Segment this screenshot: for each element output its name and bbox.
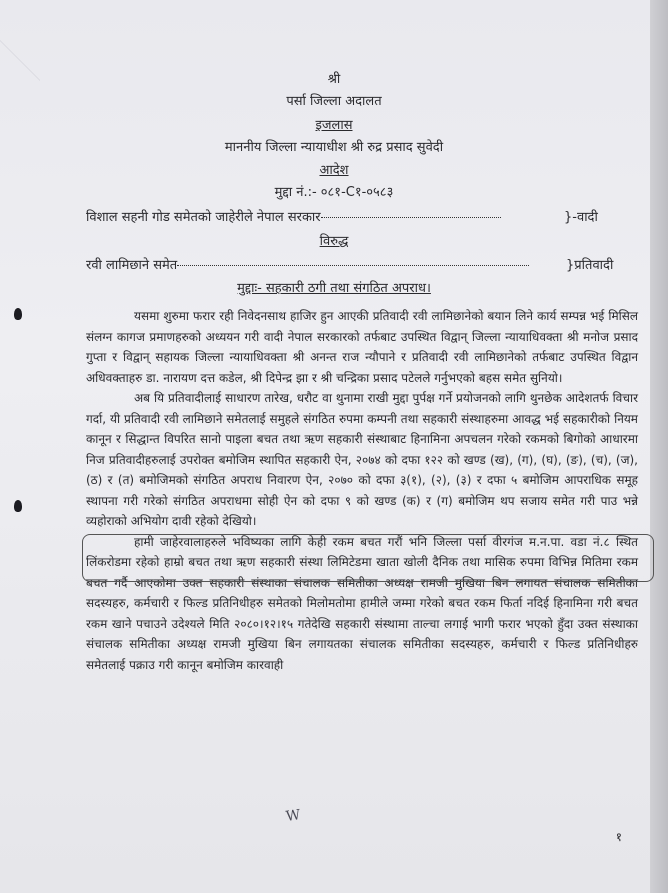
handwritten-initial: W <box>284 807 302 825</box>
order-body <box>86 306 638 675</box>
paragraph-consideration: अब यि प्रतिवादीलाई साधारण तारेख, धरौट वा थुनामा राखी मुद्दा पुर्पक्ष गर्ने प्रयोजनको लागि थुनछेक आदेशतर्फ विचार गर्दा, यी प्रतिवादी रवी लामिछाने समेतलाई समुहले संगठित रुपमा कम्पनी तथा सहकारी संस्थाहरुमा आवद्ध भई सहकारीको नियम कानून र सिद्धान्त विपरित सानो पाइला बचत तथा ऋण सहकारी संस्थाबाट हिनामिना अपचलन गरेको रकमको बिगोको आधारमा निज प्रतिवादीहरुलाई उपरोक्त बमोजिम स्थापित सहकारी ऐन, २०७४ को दफा १२२ को खण्ड (ख), (ग), (घ), (ङ), (च), (ज), (ठ) र (त) बमोजिमको संगठित अपराध निवारण ऐन, २०७० को दफा ३(१), (२), (३) र दफा ५ बमोजिम आपराधिक समूह स्थापना गरी गरेको संगठित अपराधमा सोही ऐन को दफा ९ को खण्ड (क) र (ग) बमोजिम थप सजाय समेत गरी पाउ भन्ने व्यहोराको अभियोग दावी रहेको देखियो। <box>86 391 638 528</box>
defendant-name: रवी लामिछाने समेत <box>86 258 178 273</box>
defendant-role: }प्रतिवादी <box>566 258 614 273</box>
paragraph-complaint: हामी जाहेरवालाहरुले भविष्यका लागि केही रकम बचत गरौं भनि जिल्ला पर्सा वीरगंज म.न.पा. वडा नं.८ स्थित लिंकरोडमा रहेको हाम्रो बचत तथा ऋण सहकारी संस्था लिमिटेडमा खाता खोली दैनिक तथा मासिक रुपमा विभिन्न मितिमा रकम बचत गर्दै आएकोमा उक्त सहकारी संस्थाका संचालक समितीका अध्यक्ष रामजी मुखिया बिन लगायत संचालक समितीका सदस्यहरु, कर्मचारी र फिल्ड प्रतिनिधीहरु समेतको मिलोमतोमा हामीले जम्मा गरेको बचत रकम फिर्ता नदिई हिनामिना गरी बचत रकम खाने पचाउने उदेश्यले मिति २०८०।१२।१५ गतेदेखि सहकारी संस्थामा ताल्चा लगाई भागी फरार भएको हुँदा उक्त संस्थाका संचालक समितीका अध्यक्ष रामजी मुखिया बिन लगायतका संचालक समितीका सदस्यहरु, कर्मचारी र फिल्ड प्रतिनिधीहरु समेतलाई पक्राउ गरी कानून बमोजिम कारवाही <box>86 534 638 672</box>
versus-heading: विरुद्ध <box>319 234 349 249</box>
plaintiff-role: }-वादी <box>564 210 598 225</box>
ijlas-heading: इजलास <box>315 118 353 133</box>
judge-name: माननीय जिल्ला न्यायाधीश श्री रुद्र प्रसाद सुवेदी <box>224 140 444 155</box>
case-subject: मुद्दाः- सहकारी ठगी तथा संगठित अपराध। <box>237 281 431 296</box>
margin-mark <box>14 500 22 512</box>
order-heading: आदेश <box>319 163 349 178</box>
dotted-leader <box>321 217 501 218</box>
plaintiff-name: विशाल सहनी गोड समेतको जाहेरीले नेपाल सरकार <box>86 210 321 225</box>
court-name: पर्सा जिल्ला अदालत <box>286 94 382 109</box>
dotted-leader <box>177 265 529 266</box>
margin-mark <box>14 308 22 320</box>
paragraph-hearing: यसमा शुरुमा फरार रही निवेदनसाथ हाजिर हुन आएकी प्रतिवादी रवी लामिछानेको बयान लिने कार्य सम्पन्न भई मिसिल संलग्न कागज प्रमाणहरुको अध्ययन गरी वादी नेपाल सरकारको तर्फबाट उपस्थित विद्वान् जिल्ला न्यायाधिवक्ता श्री मनोज प्रसाद गुप्ता र विद्वान् सहायक जिल्ला न्यायाधिवक्ता श्री अनन्त राज न्यौपाने र प्रतिवादी रवी लामिछानेको तर्फबाट उपस्थित विद्वान अधिवक्ताहरु डा. नारायण दत्त कडेल, श्री दिपेन्द्र झा र श्री चन्द्रिका प्रसाद पटेलले गर्नुभएको बहस समेत सुनियो। <box>86 309 638 385</box>
plaintiff-line <box>86 210 501 226</box>
page-number: १ <box>615 830 622 844</box>
shree-heading: श्री <box>327 72 341 87</box>
defendant-line <box>86 258 529 274</box>
case-number: मुद्दा नं.:- ०८१-C१-०५८३ <box>274 185 394 200</box>
page-fold <box>0 0 40 81</box>
highlight-circle <box>82 534 654 582</box>
